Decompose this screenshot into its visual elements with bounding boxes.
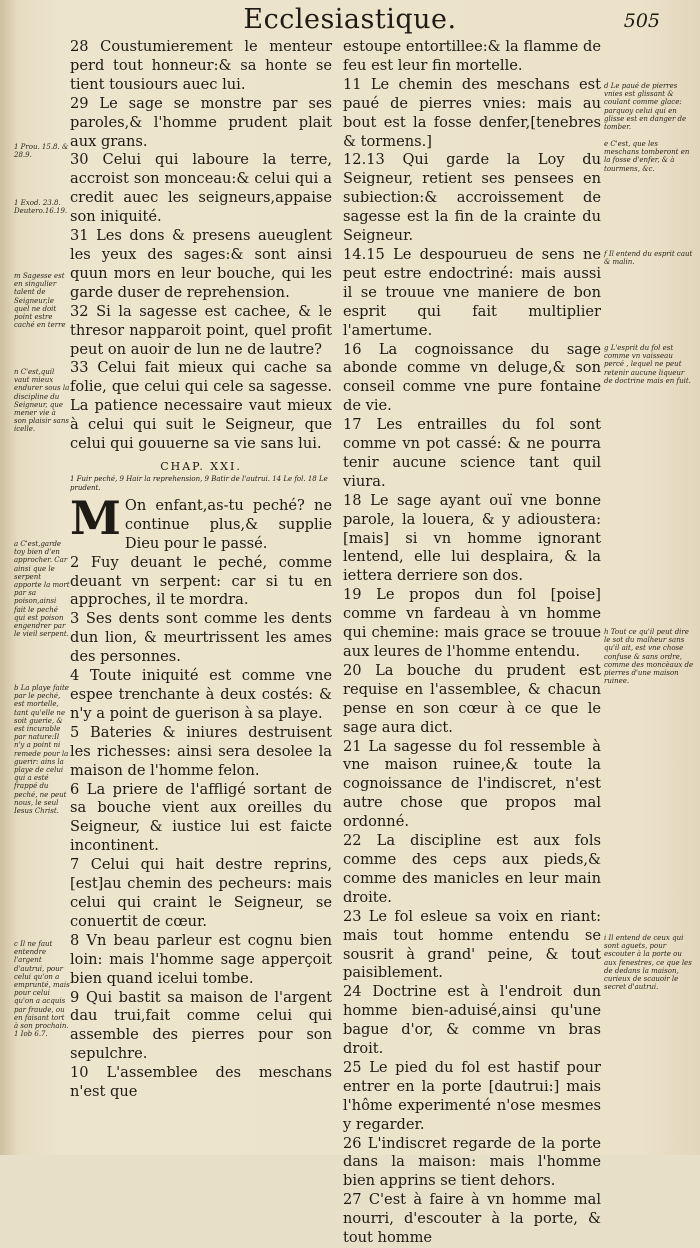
- verse: 19 Le propos dun fol [poise] comme vn fardeau à vn homme qui chemine: mais grace se trouue aux leures de l'homme entendu.: [343, 586, 601, 660]
- verse: 31 Les dons & presens aueuglent les yeux des sages:& sont ainsi quun mors en leur bouche, qui les garde duser de reprehension.: [70, 227, 332, 301]
- margin-note: g L'esprit du fol est comme vn vaisseau percé , lequel ne peut retenir aucune liqueur de doctrine mais en fuit.: [604, 344, 691, 385]
- verse: 25 Le pied du fol est hastif pour entrer en la porte [dautrui:] mais l'hôme experimenté n'ose mesmes y regarder.: [343, 1058, 601, 1133]
- verse: 10 L'assemblee des meschans n'est que: [70, 1064, 332, 1101]
- verse: 17 Les entrailles du fol sont comme vn pot cassé: & ne pourra tenir aucune science tant quil viura.: [343, 416, 601, 490]
- verse: 12.13 Qui garde la Loy du Seigneur, retient ses pensees en subiection:& accroissement de sagesse est la fin de la crainte du Seigneur.: [343, 151, 601, 245]
- left-verses-after-chapter: [70, 490, 332, 1102]
- margin-note: e C'est, que les meschans tomberont en la fosse d'enfer, & à tourmens, &c.: [604, 140, 690, 173]
- chapter-summary: 1 Fuir peché, 9 Hair la reprehension, 9 Batir de l'autrui. 14 Le fol. 18 Le prudent.: [70, 474, 328, 492]
- verse: 30 Celui qui laboure la terre, accroist son monceau:& celui qui a credit auec les seigneurs,appaise son iniquité.: [70, 151, 332, 226]
- verse: 26 L'indiscret regarde de la porte dans la maison: mais l'homme bien apprins se tient dehors.: [343, 1134, 601, 1190]
- margin-note: 1 Exod. 23.8. Deutero.16.19.: [14, 199, 68, 216]
- verse: 23 Le fol esleue sa voix en riant: mais tout homme entendu se sousrit à grand' peine, & tout paisiblement.: [343, 907, 601, 982]
- verse: estoupe entortillee:& la flamme de feu est leur fin mortelle.: [343, 38, 601, 74]
- margin-note: a C'est,garde toy bien d'en approcher. Car ainsi que le serpent apporte la mort par sa poison,ainsi fait le peché qui est poison engendrer par le vieil serpent.: [14, 540, 70, 639]
- verse: 20 La bouche du prudent est requise en l'assemblee, & chacun pense en son cœur à ce que le sage aura dict.: [343, 661, 601, 736]
- margin-note: b La playe faite par le peché, est mortelle, tant qu'elle ne soit guerie, & est incurable par nature:Il n'y a point ni remede pour la guerir: ains la playe de celui qui a esté frappé du peché, ne peut nous, le seul Iesus Christ.: [14, 684, 69, 816]
- margin-note: 1 Prou. 15.8. & 28.9.: [14, 143, 69, 160]
- verse: 5 Bateries & iniures destruisent les richesses: ainsi sera desolee la maison de l'homme felon.: [70, 723, 332, 779]
- margin-note: m Sagesse est en singulier talent de Seigneur,le quel ne doit point estre caché en terre: [14, 272, 66, 330]
- right-verses: [343, 38, 601, 1248]
- verse: On enfant,as-tu peché? ne continue plus,& supplie Dieu pour le passé.: [124, 496, 332, 552]
- verse: 6 La priere de l'affligé sortant de sa bouche vient aux oreilles du Seigneur, & iustice lui est faicte incontinent.: [70, 780, 332, 855]
- verse: 4 Toute iniquité est comme vne espee trenchante à deux costés: & n'y a point de guerison à sa playe.: [70, 667, 332, 722]
- margin-note: f Il entend du esprit caut & malin.: [604, 250, 693, 267]
- verse: 9 Qui bastit sa maison de l'argent dau trui,fait comme celui qui assemble des pierres pour son sepulchre.: [70, 988, 332, 1063]
- verse: 2 Fuy deuant le peché, comme deuant vn serpent: car si tu en approches, il te mordra.: [70, 553, 332, 609]
- chapter-heading: CHAP. XXI.: [160, 459, 242, 473]
- right-column: [343, 38, 601, 1248]
- verse: 21 La sagesse du fol ressemble à vne maison ruinee,& toute la cognoissance de l'indiscret, n'est autre chose que propos mal ordonné.: [343, 737, 601, 831]
- verse: 28 Coustumierement le menteur perd tout honneur:& sa honte se tient tousiours auec lui.: [70, 38, 332, 93]
- running-title: Ecclesiastique.: [243, 4, 457, 35]
- margin-note: i Il entend de ceux qui sont aguets, pour escouter à la porte ou aux fenestres, ce que les de dedans la maison, curieux de scauoir le secret d'autrui.: [604, 934, 692, 992]
- margin-note: n C'est,quil vaut mieux endurer sous la discipline du Seigneur, que mener vie à son plaisir sans icelle.: [14, 368, 70, 434]
- verse: 11 Le chemin des meschans est paué de pierres vnies: mais au bout est la fosse denfer,[tenebres & tormens.]: [343, 75, 601, 150]
- margin-note: h Tout ce qu'il peut dire le sot du malheur sans qu'il ait, est vne chose confuse & sans ordre, comme des moncèaux de pierres d'une maison ruinee.: [604, 628, 694, 686]
- verse: 27 C'est à faire à vn homme mal nourri, d'escouter à la porte, & tout homme: [343, 1191, 601, 1247]
- margin-note: d Le paué de pierres vnies est glissant & coulant comme glace: parquoy celui qui en glisse est en danger de tomber.: [604, 82, 687, 132]
- verse: 14.15 Le despourueu de sens ne peut estre endoctriné: mais aussi il se trouue vne maniere de bon esprit qui fait multiplier l'amertume.: [343, 245, 601, 339]
- verse: 24 Doctrine est à l'endroit dun homme bien-aduisé,ainsi qu'une bague d'or, & comme vn bras droit.: [343, 983, 601, 1058]
- page-number: 505: [623, 10, 660, 32]
- drop-cap: M: [70, 490, 121, 545]
- verse: 29 Le sage se monstre par ses paroles,& l'homme prudent plait aux grans.: [70, 94, 332, 150]
- verse: 33 Celui fait mieux qui cache sa folie, que celui qui cele sa sagesse. La patience necessaire vaut mieux à celui qui suit le Seigneur, que celui qui gouuerne sa vie sans lui.: [70, 359, 332, 453]
- verse: 22 La discipline est aux fols comme des ceps aux pieds,& comme des manicles en leur main droite.: [343, 832, 601, 906]
- verse: 32 Si la sagesse est cachee, & le thresor napparoit point, quel profit peut on auoir de lun ne de lautre?: [70, 302, 332, 358]
- margin-note: c Il ne faut entendre l'argent d'autrui, pour celui qu'on a emprunté, mais pour celui qu'on a acquis par fraude, ou en faisant tort à son prochain. 1 Iob 6.7.: [14, 940, 70, 1039]
- verse: 3 Ses dents sont comme les dents dun lion, & meurtrissent les ames des personnes.: [70, 610, 332, 666]
- verse: 18 Le sage ayant ouï vne bonne parole, la louera, & y adioustera: [mais] si vn homme ignorant lentend, elle lui desplaira, & la iettera derriere son dos.: [343, 491, 601, 585]
- verse: 16 La cognoissance du sage abonde comme vn deluge,& son conseil comme vne pure fontaine de vie.: [343, 340, 601, 415]
- verse: 7 Celui qui hait destre reprins,[est]au chemin des pecheurs: mais celui qui craint le Seigneur, se conuertit de cœur.: [70, 856, 332, 930]
- left-column: [70, 38, 332, 1102]
- left-verses-before-chapter: [70, 38, 332, 454]
- verse: 8 Vn beau parleur est cognu bien loin: mais l'homme sage apperçoit bien quand icelui tombe.: [70, 931, 332, 987]
